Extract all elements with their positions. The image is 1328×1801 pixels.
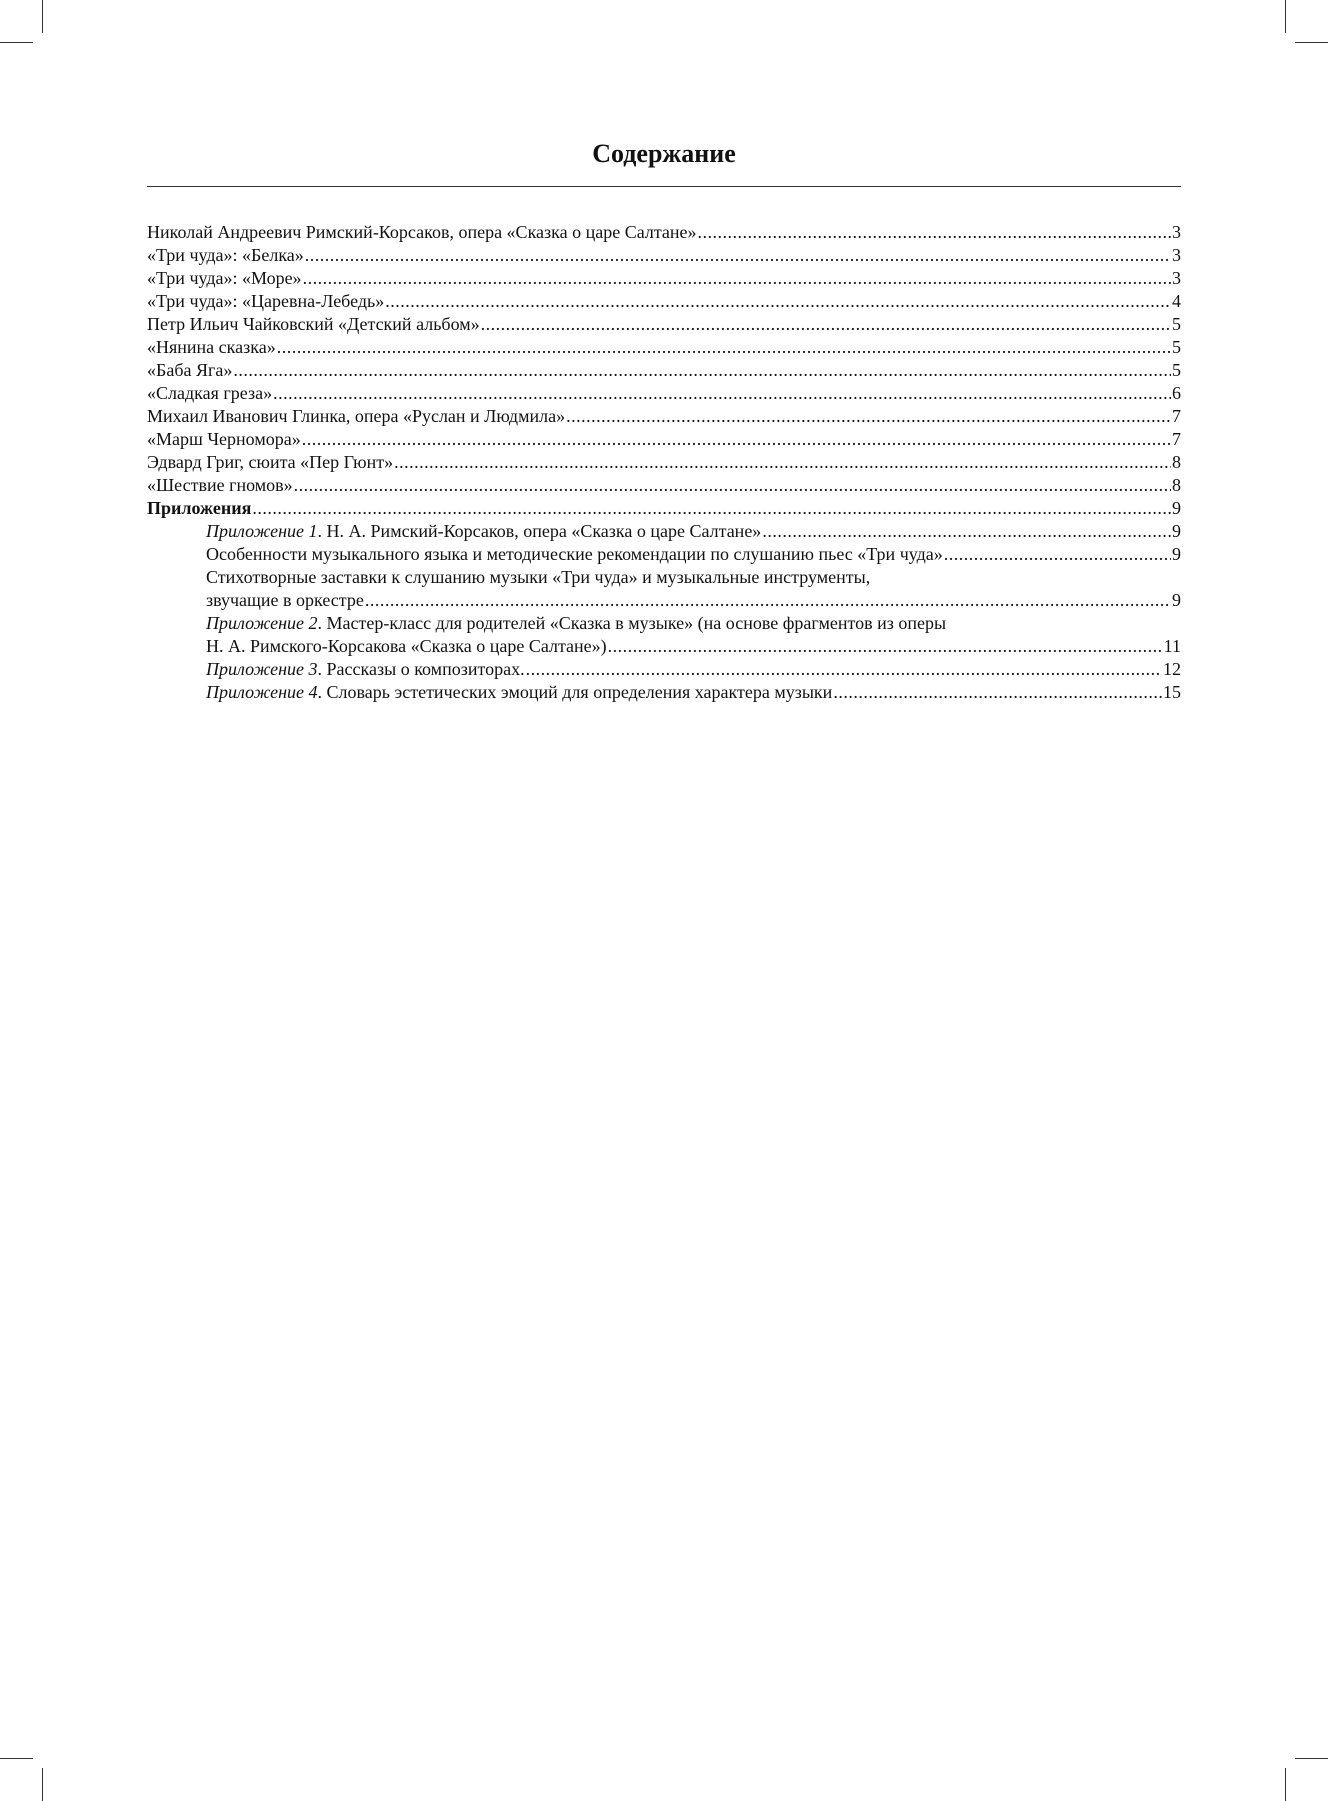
- toc-entry-label: Н. А. Римского-Корсакова «Сказка о царе Салтане»): [206, 636, 607, 656]
- toc-page-number: 5: [1172, 337, 1181, 357]
- toc-entry-label: «Шествие гномов»: [147, 475, 293, 495]
- toc-leader: [944, 543, 1171, 566]
- toc-appendix-entry[interactable]: [147, 520, 1181, 543]
- crop-mark: [1285, 1768, 1286, 1801]
- toc-entry[interactable]: [147, 336, 1181, 359]
- toc-entry[interactable]: [147, 313, 1181, 336]
- toc-leader: [394, 451, 1171, 474]
- toc-entry[interactable]: [147, 405, 1181, 428]
- crop-mark: [0, 1758, 33, 1759]
- toc-page-number: 12: [1163, 659, 1181, 679]
- toc-entry[interactable]: [147, 244, 1181, 267]
- toc-page-number: 3: [1172, 222, 1181, 242]
- toc-page-number: 15: [1163, 682, 1181, 702]
- appendix-prefix: Приложение 3: [206, 659, 318, 679]
- toc-page-number: 11: [1163, 636, 1181, 656]
- appendix-prefix: Приложение 4: [206, 682, 318, 702]
- appendix-prefix: Приложение 2: [206, 613, 318, 633]
- toc-leader: [385, 290, 1171, 313]
- toc-page-number: 9: [1172, 521, 1181, 541]
- toc-leader: [526, 658, 1162, 681]
- crop-mark: [42, 0, 43, 33]
- toc-entry-label: «Нянина сказка»: [147, 337, 276, 357]
- toc-entry-label: Николай Андреевич Римский-Корсаков, опера «Сказка о царе Салтане»: [147, 222, 697, 242]
- toc-page-number: 9: [1172, 590, 1181, 610]
- table-of-contents: [147, 221, 1181, 704]
- toc-entry-label: звучащие в оркестре: [206, 590, 364, 610]
- toc-appendix-entry[interactable]: [147, 612, 1181, 658]
- toc-entry-label-line1: . Мастер-класс для родителей «Сказка в музыке» (на основе фрагментов из оперы: [317, 613, 947, 633]
- toc-entry[interactable]: [147, 451, 1181, 474]
- toc-entry-label: . Словарь эстетических эмоций для определения характера музыки: [317, 682, 833, 702]
- toc-entry-appendices[interactable]: [147, 497, 1181, 520]
- toc-leader: [608, 635, 1163, 658]
- toc-leader: [698, 221, 1171, 244]
- toc-entry-label: «Баба Яга»: [147, 360, 233, 380]
- toc-entry-label: Петр Ильич Чайковский «Детский альбом»: [147, 314, 480, 334]
- toc-page-number: 6: [1172, 383, 1181, 403]
- crop-mark: [0, 42, 33, 43]
- toc-page-number: 9: [1172, 544, 1181, 564]
- toc-leader: [481, 313, 1171, 336]
- toc-entry-label: Эдвард Григ, сюита «Пер Гюнт»: [147, 452, 394, 472]
- toc-page-number: 3: [1172, 245, 1181, 265]
- toc-appendix-entry[interactable]: [147, 681, 1181, 704]
- toc-entry-label: . Н. А. Римский-Корсаков, опера «Сказка о царе Салтане»: [317, 521, 762, 541]
- toc-leader: [365, 589, 1171, 612]
- toc-entry[interactable]: [147, 290, 1181, 313]
- crop-mark: [1295, 1758, 1328, 1759]
- toc-entry-label: Приложения: [147, 498, 252, 518]
- toc-page-number: 5: [1172, 314, 1181, 334]
- toc-page-number: 8: [1172, 452, 1181, 472]
- toc-leader: [273, 382, 1171, 405]
- toc-appendix-entry[interactable]: [147, 543, 1181, 566]
- toc-leader: [566, 405, 1171, 428]
- toc-entry-label: «Три чуда»: «Море»: [147, 268, 302, 288]
- toc-leader: [233, 359, 1171, 382]
- toc-entry-label: Михаил Иванович Глинка, опера «Руслан и Людмила»: [147, 406, 566, 426]
- title-rule: [147, 186, 1181, 187]
- toc-entry[interactable]: [147, 267, 1181, 290]
- toc-entry[interactable]: [147, 428, 1181, 451]
- toc-leader: [762, 520, 1171, 543]
- toc-leader: [294, 474, 1171, 497]
- toc-page-number: 3: [1172, 268, 1181, 288]
- toc-leader: [277, 336, 1171, 359]
- crop-mark: [1295, 42, 1328, 43]
- page-title: Содержание: [592, 139, 736, 168]
- toc-page-number: 4: [1172, 291, 1181, 311]
- toc-page-number: 5: [1172, 360, 1181, 380]
- toc-page-number: 9: [1172, 498, 1181, 518]
- toc-entry-label: Особенности музыкального языка и методические рекомендации по слушанию пьес «Три чуда»: [206, 544, 943, 564]
- toc-page-number: 7: [1172, 406, 1181, 426]
- toc-appendix-entry[interactable]: [147, 566, 1181, 612]
- toc-entry[interactable]: [147, 359, 1181, 382]
- toc-entry[interactable]: [147, 221, 1181, 244]
- toc-leader: [303, 267, 1171, 290]
- crop-mark: [42, 1768, 43, 1801]
- toc-page-number: 8: [1172, 475, 1181, 495]
- toc-entry-label: . Рассказы о композиторах.: [317, 659, 525, 679]
- toc-appendix-entry[interactable]: [147, 658, 1181, 681]
- toc-leader: [833, 681, 1162, 704]
- toc-entry[interactable]: [147, 474, 1181, 497]
- toc-entry-label: «Сладкая греза»: [147, 383, 273, 403]
- toc-leader: [302, 428, 1171, 451]
- toc-page-number: 7: [1172, 429, 1181, 449]
- toc-entry[interactable]: [147, 382, 1181, 405]
- toc-leader: [305, 244, 1171, 267]
- appendix-prefix: Приложение 1: [206, 521, 318, 541]
- toc-entry-label-line1: Стихотворные заставки к слушанию музыки «Три чуда» и музыкальные инструменты,: [206, 567, 871, 587]
- toc-entry-label: «Три чуда»: «Царевна-Лебедь»: [147, 291, 385, 311]
- toc-entry-label: «Три чуда»: «Белка»: [147, 245, 304, 265]
- crop-mark: [1285, 0, 1286, 33]
- toc-leader: [252, 497, 1171, 520]
- toc-entry-label: «Марш Черномора»: [147, 429, 301, 449]
